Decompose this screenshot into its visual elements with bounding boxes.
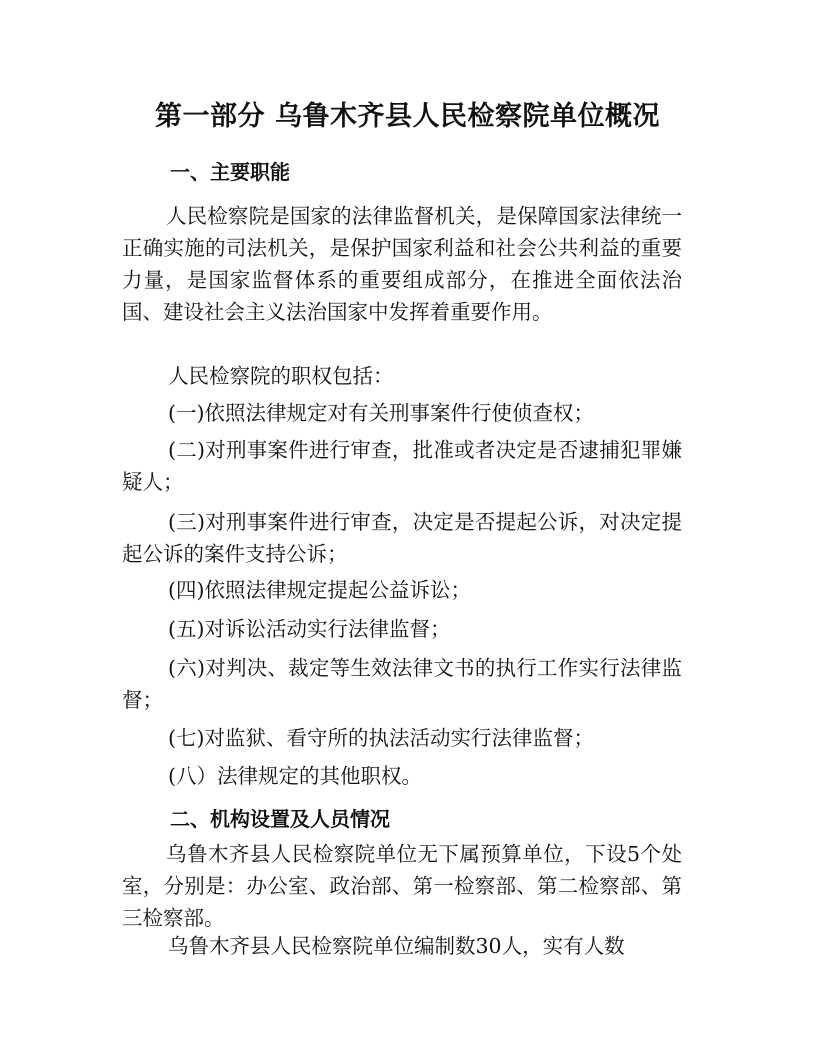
page-title: 第一部分 乌鲁木齐县人民检察院单位概况 xyxy=(155,101,660,132)
section-heading-main-functions: 一、主要职能 xyxy=(170,160,290,184)
power-item-7: (七)对监狱、看守所的执法活动实行法律监督； xyxy=(168,726,594,750)
organization-paragraph: 乌鲁木齐县人民检察院单位无下属预算单位，下设5个处室，分别是：办公室、政治部、第一检察部、第二检察部、第三检察部。 xyxy=(122,842,682,930)
power-item-2: (二)对刑事案件进行审查，批准或者决定是否逮捕犯罪嫌疑人； xyxy=(122,438,682,494)
power-item-8: (八）法律规定的其他职权。 xyxy=(168,764,422,788)
staffing-paragraph: 乌鲁木齐县人民检察院单位编制数30人，实有人数 xyxy=(168,934,625,958)
power-item-6: (六)对判决、裁定等生效法律文书的执行工作实行法律监督； xyxy=(122,656,682,712)
power-item-5: (五)对诉讼活动实行法律监督； xyxy=(168,617,451,641)
power-item-1: (一)依照法律规定对有关刑事案件行使侦查权； xyxy=(168,401,594,425)
section-heading-organization: 二、机构设置及人员情况 xyxy=(170,807,390,831)
power-item-4: (四)依照法律规定提起公益诉讼； xyxy=(168,578,471,602)
powers-lead-text: 人民检察院的职权包括： xyxy=(168,364,394,388)
intro-paragraph: 人民检察院是国家的法律监督机关，是保障国家法律统一正确实施的司法机关，是保护国家利益和社会公共利益的重要力量，是国家监督体系的重要组成部分，在推进全面依法治国、建设社会主义法治国家中发挥着重要作用。 xyxy=(122,204,682,324)
power-item-3: (三)对刑事案件进行审查，决定是否提起公诉，对决定提起公诉的案件支持公诉； xyxy=(122,510,682,566)
